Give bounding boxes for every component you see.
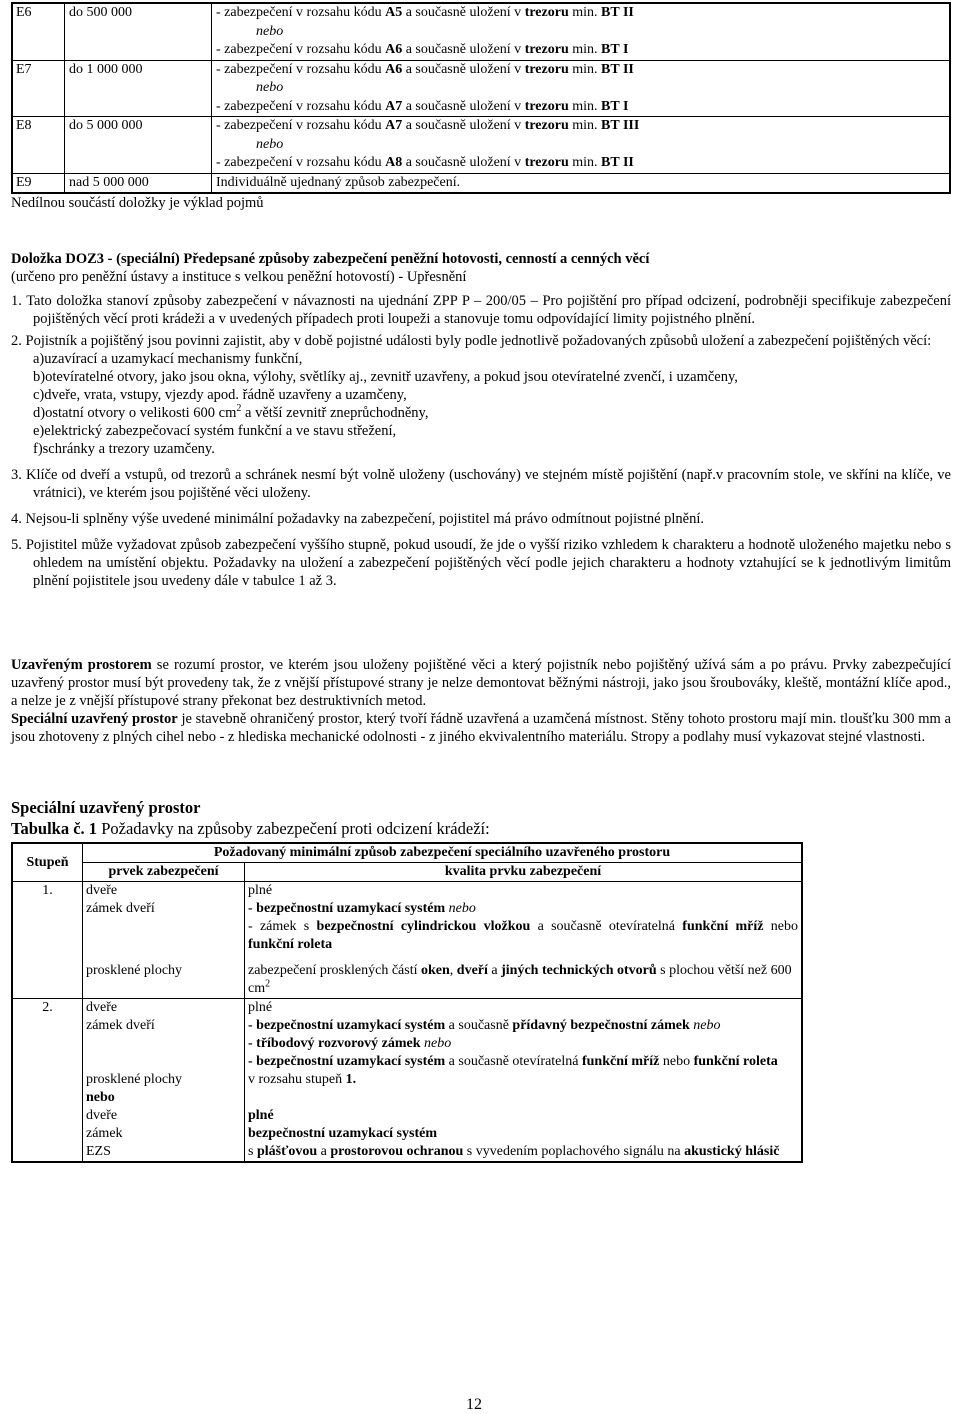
requirement-line: - zabezpečení v rozsahu kódu A6 a současně uložení v trezoru min. BT I [216,42,629,57]
element-cell: prosklené plochy [83,954,245,999]
element-cell: dveře [83,882,245,901]
clause-point-2: 2. Pojistník a pojištěný jsou povinni zajistit, aby v době pojistné události byly podle jednotlivě požadovaných způsobů uložení a zabezpečení pojištěných věcí: [11,333,932,349]
row-requirement [212,60,951,117]
nebo-text: nebo [256,136,284,152]
clause-point-2-list [11,350,951,458]
table-row [12,3,950,60]
table-row [12,117,950,174]
header-stupen: Stupeň [26,854,69,870]
quality-cell: plné [245,999,803,1018]
element-cell: dveře [83,999,245,1018]
requirements-table [11,842,803,1163]
note-line [11,194,951,212]
row-requirement: Individuálně ujednaný způsob zabezpečení. [212,173,951,193]
row-code: E7 [12,60,65,117]
page-number: 12 [466,1396,482,1413]
note-text: Nedílnou součástí doložky je výklad pojmů [11,195,264,211]
header-prvek: prvek zabezpečení [83,863,245,882]
element-cell: EZS [83,1143,245,1162]
level-1: 1. [42,883,53,898]
clause-point-4: 4. Nejsou-li splněny výše uvedené minimální požadavky na zabezpečení, pojistitel má právo odmítnout pojistné plnění. [11,511,705,527]
quality-cell: s plášťovou a prostorovou ochranou s vyvedením poplachového signálu na akustický hlásič [245,1143,803,1162]
table-caption: Tabulka č. 1 Požadavky na způsoby zabezpečení proti odcizení krádeží: [11,819,490,838]
quality-cell: - bezpečnostní uzamykací systém nebo - zámek s bezpečnostní cylindrickou vložkou a současně otevíratelná funkční mříž nebo funkční roleta [245,900,803,954]
requirement-line: - zabezpečení v rozsahu kódu A7 a současně uložení v trezoru min. BT I [216,98,629,114]
row-amount: do 5 000 000 [65,117,212,174]
limits-table [11,2,951,194]
row-requirement [212,3,951,60]
row-amount: nad 5 000 000 [65,173,212,193]
list-item: c)dveře, vrata, vstupy, vjezdy apod. řádně uzavřeny a uzamčeny, [33,387,407,403]
row-requirement [212,117,951,174]
quality-cell: bezpečnostní uzamykací systém [245,1125,803,1143]
clause-section [11,250,951,286]
list-item: e)elektrický zabezpečovací systém funkční a ve stavu střežení, [33,423,397,439]
list-item: f)schránky a trezory uzamčeny. [33,441,215,457]
requirement-line: - zabezpečení v rozsahu kódu A6 a současně uložení v trezoru min. BT II [216,61,634,77]
nebo-text: nebo [256,23,284,39]
list-item: d)ostatní otvory o velikosti 600 $cm^2$ a větší zevnitř zneprůchodněny, [33,403,429,421]
definitions [11,656,951,746]
quality-cell: - bezpečnostní uzamykací systém a současně přídavný bezpečnostní zámek nebo - tříbodový rozvorový zámek nebo - bezpečnostní uzamykací systém a současně otevíratelná funkční mříž nebo funkční roleta [245,1017,803,1071]
element-cell: prosklené plochy [83,1071,245,1089]
level-2: 2. [42,1000,53,1015]
table-row [12,60,950,117]
element-cell: zámek [83,1125,245,1143]
definition-enclosed-space: Uzavřeným prostorem se rozumí prostor, ve kterém jsou uloženy pojištěné věci a který pojistník nebo pojištěný užívá sám a po právu. Prvky zabezpečující uzavřený prostor musí být provedeny tak, že z vnější přístupové strany je nelze demontovat běžnými nástroji, jako jsou šroubováky, kleště, montážní klíče apod., a nelze je z vnější přístupové strany překonat bez destruktivních metod. [11,657,951,709]
list-item: b)otevíratelné otvory, jako jsou okna, výlohy, světlíky aj., zevnitř uzavřeny, a pokud jsou otevíratelné zvenčí, i uzamčeny, [33,369,738,385]
quality-cell: plné [245,882,803,901]
list-item: a)uzavírací a uzamykací mechanismy funkční, [33,351,303,367]
quality-cell: plné [245,1107,803,1125]
section-heading [11,797,951,839]
requirement-line: - zabezpečení v rozsahu kódu A7 a současně uložení v trezoru min. BT III [216,118,640,133]
quality-cell: v rozsahu stupeň 1. [245,1071,803,1089]
element-cell: dveře [83,1107,245,1125]
definition-special-space: Speciální uzavřený prostor je stavebně ohraničený prostor, který tvoří řádně uzavřená a uzamčená místnost. Stěny tohoto prostoru mají min. tloušťku 300 mm a jsou zhotoveny z plných cihel nebo - z hlediska mechanické odolnosti - z jiného ekvivalentního materiálu. Stropy a podlahy musí vykazovat stejné vlastnosti. [11,711,951,745]
header-kvalita: kvalita prvku zabezpečení [245,863,803,882]
row-amount: do 500 000 [65,3,212,60]
clause-point-5: 5. Pojistitel může vyžadovat způsob zabezpečení vyššího stupně, pokud usoudí, že jde o vyšší riziko vzhledem k charakteru a hodnotě uloženého majetku nebo s ohledem na umístění objektu. Požadavky na uložení a zabezpečení pojištěných věcí podle jejich charakteru a hodnoty vztahující se k jednotlivým limitům plnění pojistitele jsou uvedeny dále v tabulce 1 až 3. [11,537,951,589]
row-code: E6 [12,3,65,60]
row-code: E8 [12,117,65,174]
clause-point-1: 1. Tato doložka stanoví způsoby zabezpečení v návaznosti na ujednání ZPP P – 200/05 – Pro pojištění pro případ odcizení, podrobněji specifikuje zabezpečení pojištěných věcí proti krádeži a v uvedených případech proti loupeži a stanovuje tomu odpovídající limity pojistného plnění. [11,293,951,327]
row-amount: do 1 000 000 [65,60,212,117]
nebo-text: nebo [256,80,284,95]
element-cell: zámek dveří [83,1017,245,1071]
row-code: E9 [12,173,65,193]
quality-cell: zabezpečení prosklených částí oken, dveří a jiných technických otvorů s plochou větší než 600 $cm^2$ [245,954,803,999]
table-row [12,173,950,193]
requirement-line: - zabezpečení v rozsahu kódu A8 a současně uložení v trezoru min. BT II [216,155,634,170]
clause-title: Doložka DOZ3 - (speciální) Předepsané způsoby zabezpečení peněžní hotovosti, cenností a cenných věcí [11,251,650,267]
requirement-line: - zabezpečení v rozsahu kódu A5 a současně uložení v trezoru min. BT II [216,5,634,20]
header-main: Požadovaný minimální způsob zabezpečení speciálního uzavřeného prostoru [83,843,803,863]
clause-points [11,292,951,590]
element-cell: nebo [83,1089,245,1107]
section-title: Speciální uzavřený prostor [11,798,201,817]
clause-point-3: 3. Klíče od dveří a vstupů, od trezorů a schránek nesmí být volně uloženy (uschovány) ve stejném místě pojištění (např.v pracovním stole, ve skříni na klíče, ve vrátnici), ve kterém jsou pojištěné věci uloženy. [11,467,951,501]
clause-subtitle: (určeno pro peněžní ústavy a instituce s velkou peněžní hotovostí) - Upřesnění [11,269,467,285]
element-cell: zámek dveří [83,900,245,954]
